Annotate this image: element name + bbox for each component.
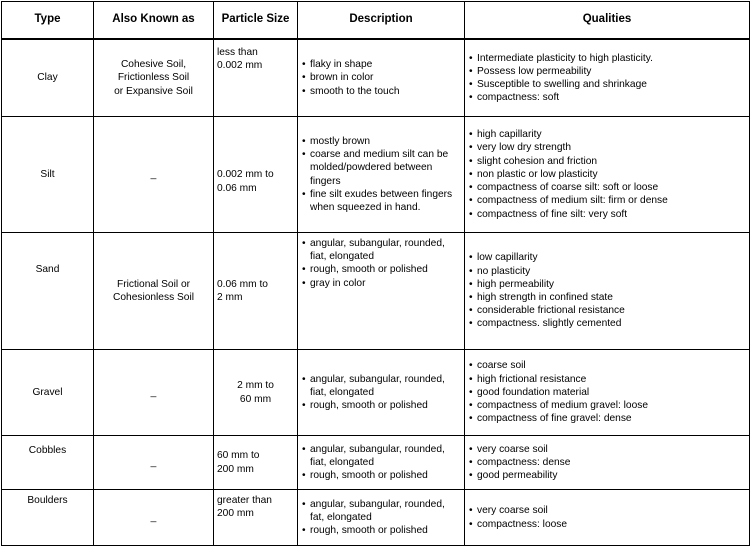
type-cell: Sand (2, 233, 94, 350)
aka-cell (94, 117, 214, 233)
aka-line: Cohesionless Soil (113, 292, 194, 303)
type-cell: Silt (2, 117, 94, 233)
list-item: • angular, subangular, rounded, fiat, elongated (301, 373, 461, 399)
type-cell: Clay (2, 39, 94, 117)
list-item: • compactness: soft (468, 91, 746, 104)
size-line: 200 mm (217, 508, 254, 520)
aka-cell (94, 350, 214, 436)
size-line: greater than (217, 495, 272, 506)
list-item: • Possess low permeability (468, 65, 746, 78)
list-item: • rough, smooth or polished (301, 469, 461, 482)
list-item: • very low dry strength (468, 141, 746, 154)
list-item: • angular, subangular, rounded, fiat, elongated (301, 443, 461, 469)
list-item: • good permeability (468, 469, 746, 482)
list-item: • non plastic or low plasticity (468, 168, 746, 181)
list-item: • compactness of medium silt: firm or dense (468, 194, 746, 207)
aka-line: _ (150, 511, 157, 523)
list-item: • compactness of fine gravel: dense (468, 412, 746, 425)
size-line: 0.002 mm (217, 60, 263, 72)
size-cell (214, 39, 298, 117)
list-item: • slight cohesion and friction (468, 155, 746, 168)
qualities-cell (465, 436, 750, 490)
qualities-cell (465, 117, 750, 233)
list-item: • very coarse soil (468, 504, 746, 517)
header-also-known-as: Also Known as (94, 2, 214, 40)
size-line: 200 mm (217, 463, 254, 475)
list-item: • no plasticity (468, 265, 746, 278)
table-row-boulders (2, 490, 750, 546)
list-item: • low capillarity (468, 251, 746, 264)
list-item: • brown in color (301, 71, 461, 84)
list-item: • angular, subangular, rounded, fiat, elongated (301, 237, 461, 263)
header-particle-size: Particle Size (214, 2, 298, 40)
aka-line: Frictional Soil or (116, 278, 191, 290)
header-qualities: Qualities (465, 2, 750, 40)
list-item: • compactness: loose (468, 518, 746, 531)
table-row-cobbles (2, 436, 750, 490)
list-item: • flaky in shape (301, 58, 461, 71)
size-cell (214, 117, 298, 233)
size-line: 0.002 mm to (217, 169, 274, 181)
list-item: • Intermediate plasticity to high plasticity. (468, 52, 746, 65)
size-line: 60 mm (239, 393, 272, 405)
table-row-silt (2, 117, 750, 233)
list-item: • very coarse soil (468, 443, 746, 456)
aka-cell (94, 233, 214, 350)
qualities-cell (465, 233, 750, 350)
aka-line: _ (150, 386, 157, 398)
aka-line: or Expansive Soil (114, 85, 193, 97)
list-item: • angular, subangular, rounded, fat, elongated (301, 498, 461, 524)
list-item: • high strength in confined state (468, 291, 746, 304)
size-line: 0.06 mm to (217, 278, 268, 290)
description-cell (298, 436, 465, 490)
description-cell (298, 490, 465, 546)
aka-line: _ (150, 168, 157, 180)
soil-types-table (1, 1, 750, 546)
size-cell (214, 233, 298, 350)
description-cell (298, 350, 465, 436)
qualities-cell (465, 350, 750, 436)
list-item: • high frictional resistance (468, 373, 746, 386)
list-item: • coarse soil (468, 359, 746, 372)
list-item: • rough, smooth or polished (301, 263, 461, 276)
aka-line: Frictionless Soil (117, 72, 190, 84)
header-description: Description (298, 2, 465, 40)
qualities-cell (465, 39, 750, 117)
list-item: • compactness. slightly cemented (468, 317, 746, 330)
size-line: 60 mm to (217, 450, 260, 462)
list-item: • good foundation material (468, 386, 746, 399)
aka-cell (94, 39, 214, 117)
list-item: • coarse and medium silt can be molded/powdered between fingers (301, 148, 461, 188)
header-type: Type (2, 2, 94, 40)
description-cell (298, 233, 465, 350)
table-row-clay (2, 39, 750, 117)
list-item: • smooth to the touch (301, 85, 461, 98)
table-row-sand (2, 233, 750, 350)
size-cell (214, 436, 298, 490)
list-item: • considerable frictional resistance (468, 304, 746, 317)
size-cell (214, 350, 298, 436)
type-cell: Cobbles (2, 436, 94, 490)
list-item: • compactness of medium gravel: loose (468, 399, 746, 412)
list-item: • high permeability (468, 278, 746, 291)
list-item: • compactness of coarse silt: soft or loose (468, 181, 746, 194)
list-item: • Susceptible to swelling and shrinkage (468, 78, 746, 91)
aka-line: _ (150, 456, 157, 468)
list-item: • mostly brown (301, 135, 461, 148)
table-row-gravel (2, 350, 750, 436)
aka-cell (94, 490, 214, 546)
header-row (2, 2, 750, 40)
list-item: • high capillarity (468, 128, 746, 141)
type-cell: Gravel (2, 350, 94, 436)
aka-line: Cohesive Soil, (120, 59, 187, 71)
list-item: • compactness: dense (468, 456, 746, 469)
qualities-cell (465, 490, 750, 546)
list-item: • fine silt exudes between fingers when squeezed in hand. (301, 188, 461, 214)
size-line: 2 mm to (237, 380, 274, 392)
description-cell (298, 39, 465, 117)
size-line: 0.06 mm (217, 182, 257, 194)
size-cell (214, 490, 298, 546)
aka-cell (94, 436, 214, 490)
size-line: 2 mm (217, 292, 243, 303)
size-line: less than (217, 47, 258, 58)
list-item: • rough, smooth or polished (301, 399, 461, 412)
type-cell: Boulders (2, 490, 94, 546)
description-cell (298, 117, 465, 233)
list-item: • compactness of fine silt: very soft (468, 208, 746, 221)
list-item: • rough, smooth or polished (301, 524, 461, 537)
list-item: • gray in color (301, 277, 461, 290)
